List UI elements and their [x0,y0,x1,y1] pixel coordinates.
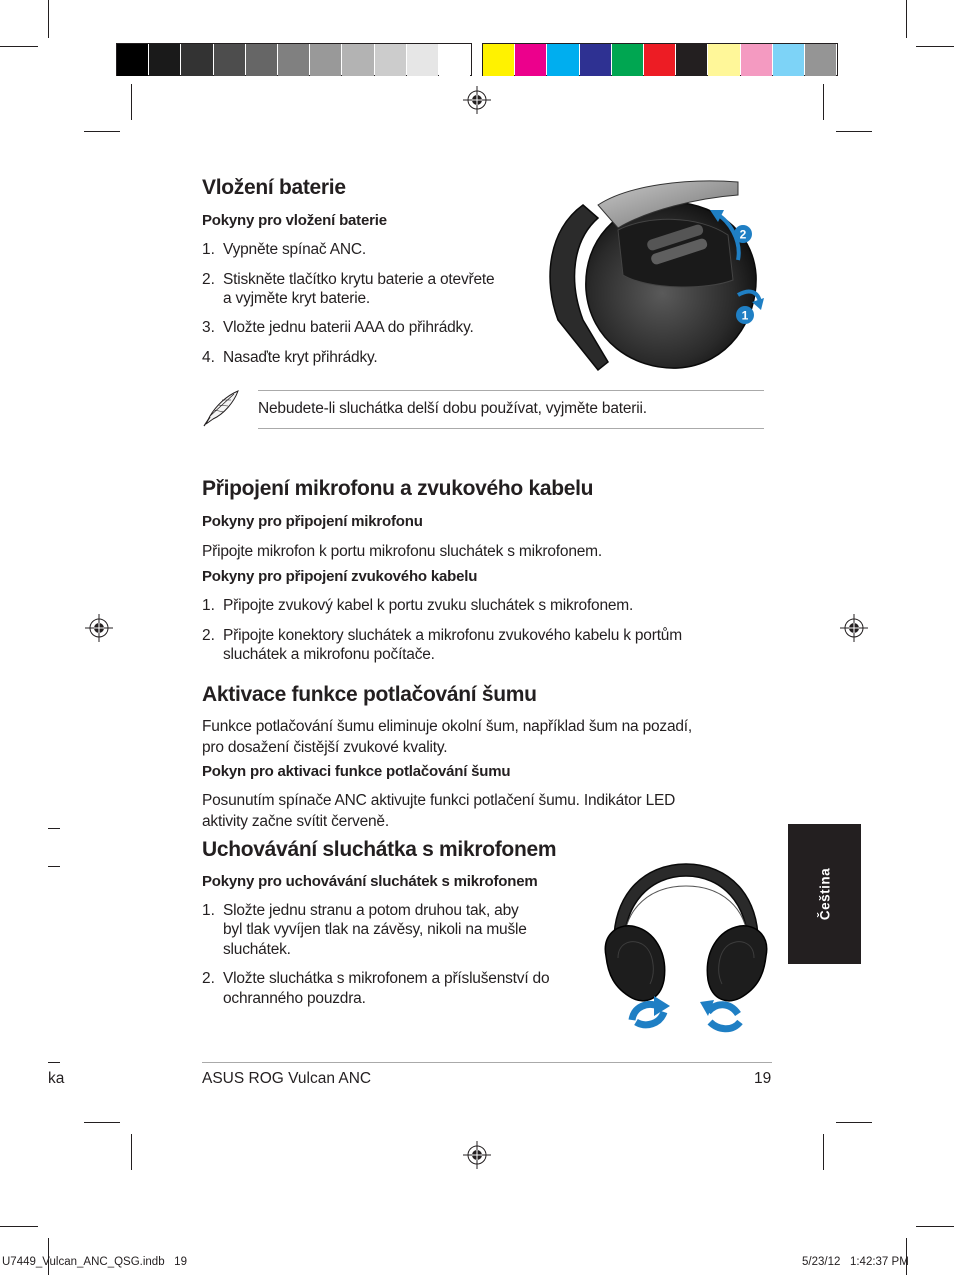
gray-swatch [117,44,148,76]
registration-mark-right [840,614,868,642]
color-swatch [580,44,611,76]
section-subtitle-cable: Pokyny pro připojení zvukového kabelu [202,568,478,585]
step-number: 2. [202,271,215,288]
paragraph-anc: Funkce potlačování šumu eliminuje okolní šum, například šum na pozadí, [202,718,693,735]
paragraph-anc-activate: aktivity začne svítit červeně. [202,813,389,830]
gray-swatch [407,44,438,76]
section-title-connect: Připojení mikrofonu a zvukového kabelu [202,477,594,500]
headphones-fold-illustration [598,856,774,1036]
color-swatch [773,44,804,76]
registration-mark-top [463,86,491,114]
section-subtitle-battery: Pokyny pro vložení baterie [202,212,387,229]
step-text: Připojte zvukový kabel k portu zvuku sluchátek s mikrofonem. [223,597,634,614]
step-text: Vložte sluchátka s mikrofonem a příslušenství do [223,970,550,987]
step-text: Stiskněte tlačítko krytu baterie a otevřete [223,271,495,288]
gray-swatch [310,44,341,76]
step-number: 1. [202,241,215,258]
step-text: a vyjměte kryt baterie. [223,290,371,307]
color-swatch [612,44,643,76]
step-text: byl tlak vyvíjen tlak na závěsy, nikoli na mušle [223,921,527,938]
color-swatch [483,44,514,76]
print-date-slug: 5/23/12 1:42:37 PM [802,1256,909,1268]
color-swatch [515,44,546,76]
gray-swatch [375,44,406,76]
callout-1: 1 [741,308,749,323]
step-text: ochranného pouzdra. [223,990,366,1007]
gray-swatch [246,44,277,76]
pen-note-icon [200,388,242,428]
footer-rule [202,1062,772,1063]
section-title-battery: Vložení baterie [202,176,346,199]
registration-mark-left [85,614,113,642]
paragraph-anc-activate: Posunutím spínače ANC aktivujte funkci potlačení šumu. Indikátor LED [202,792,676,809]
step-text: Připojte konektory sluchátek a mikrofonu zvukového kabelu k portům [223,627,682,644]
step-number: 2. [202,627,215,644]
step-text: Složte jednu stranu a potom druhou tak, aby [223,902,519,919]
step-text: sluchátek a mikrofonu počítače. [223,646,435,663]
step-number: 4. [202,349,215,366]
step-number: 1. [202,902,215,919]
registration-mark-bottom [463,1141,491,1169]
step-number: 1. [202,597,215,614]
color-swatch [676,44,707,76]
section-subtitle-anc: Pokyn pro aktivaci funkce potlačování šumu [202,763,511,780]
paragraph-anc: pro dosažení čistější zvukové kvality. [202,739,448,756]
gray-swatch [149,44,180,76]
section-subtitle-storage: Pokyny pro uchovávání sluchátek s mikrofonem [202,873,538,890]
section-title-storage: Uchovávání sluchátka s mikrofonem [202,838,557,861]
note-bottom-rule [258,428,764,429]
footer-left-fragment: ka [48,1070,65,1087]
note-top-rule [258,390,764,391]
paragraph-mic: Připojte mikrofon k portu mikrofonu sluchátek s mikrofonem. [202,543,602,560]
section-subtitle-mic: Pokyny pro připojení mikrofonu [202,513,423,530]
section-title-anc: Aktivace funkce potlačování šumu [202,683,537,706]
gray-swatch [342,44,373,76]
footer-product-name: ASUS ROG Vulcan ANC [202,1070,372,1087]
color-swatch [805,44,836,76]
color-swatch [547,44,578,76]
step-number: 3. [202,319,215,336]
color-swatch [741,44,772,76]
step-text: Vypněte spínač ANC. [223,241,366,258]
gray-swatch [181,44,212,76]
step-text: Vložte jednu baterii AAA do přihrádky. [223,319,474,336]
earcup-battery-illustration [538,170,768,375]
step-text: sluchátek. [223,941,291,958]
note-text: Nebudete-li sluchátka delší dobu používat, vyjměte baterii. [258,400,647,417]
color-swatch [708,44,739,76]
gray-swatch [439,44,470,76]
language-tab-label: Čeština [817,867,832,921]
step-text: Nasaďte kryt přihrádky. [223,349,378,366]
page-number: 19 [754,1070,772,1087]
gray-swatch [278,44,309,76]
language-side-tab [788,824,861,964]
color-swatch [644,44,675,76]
step-number: 2. [202,970,215,987]
gray-swatch [214,44,245,76]
callout-2: 2 [739,227,747,242]
print-file-slug: U7449_Vulcan_ANC_QSG.indb 19 [2,1256,187,1268]
